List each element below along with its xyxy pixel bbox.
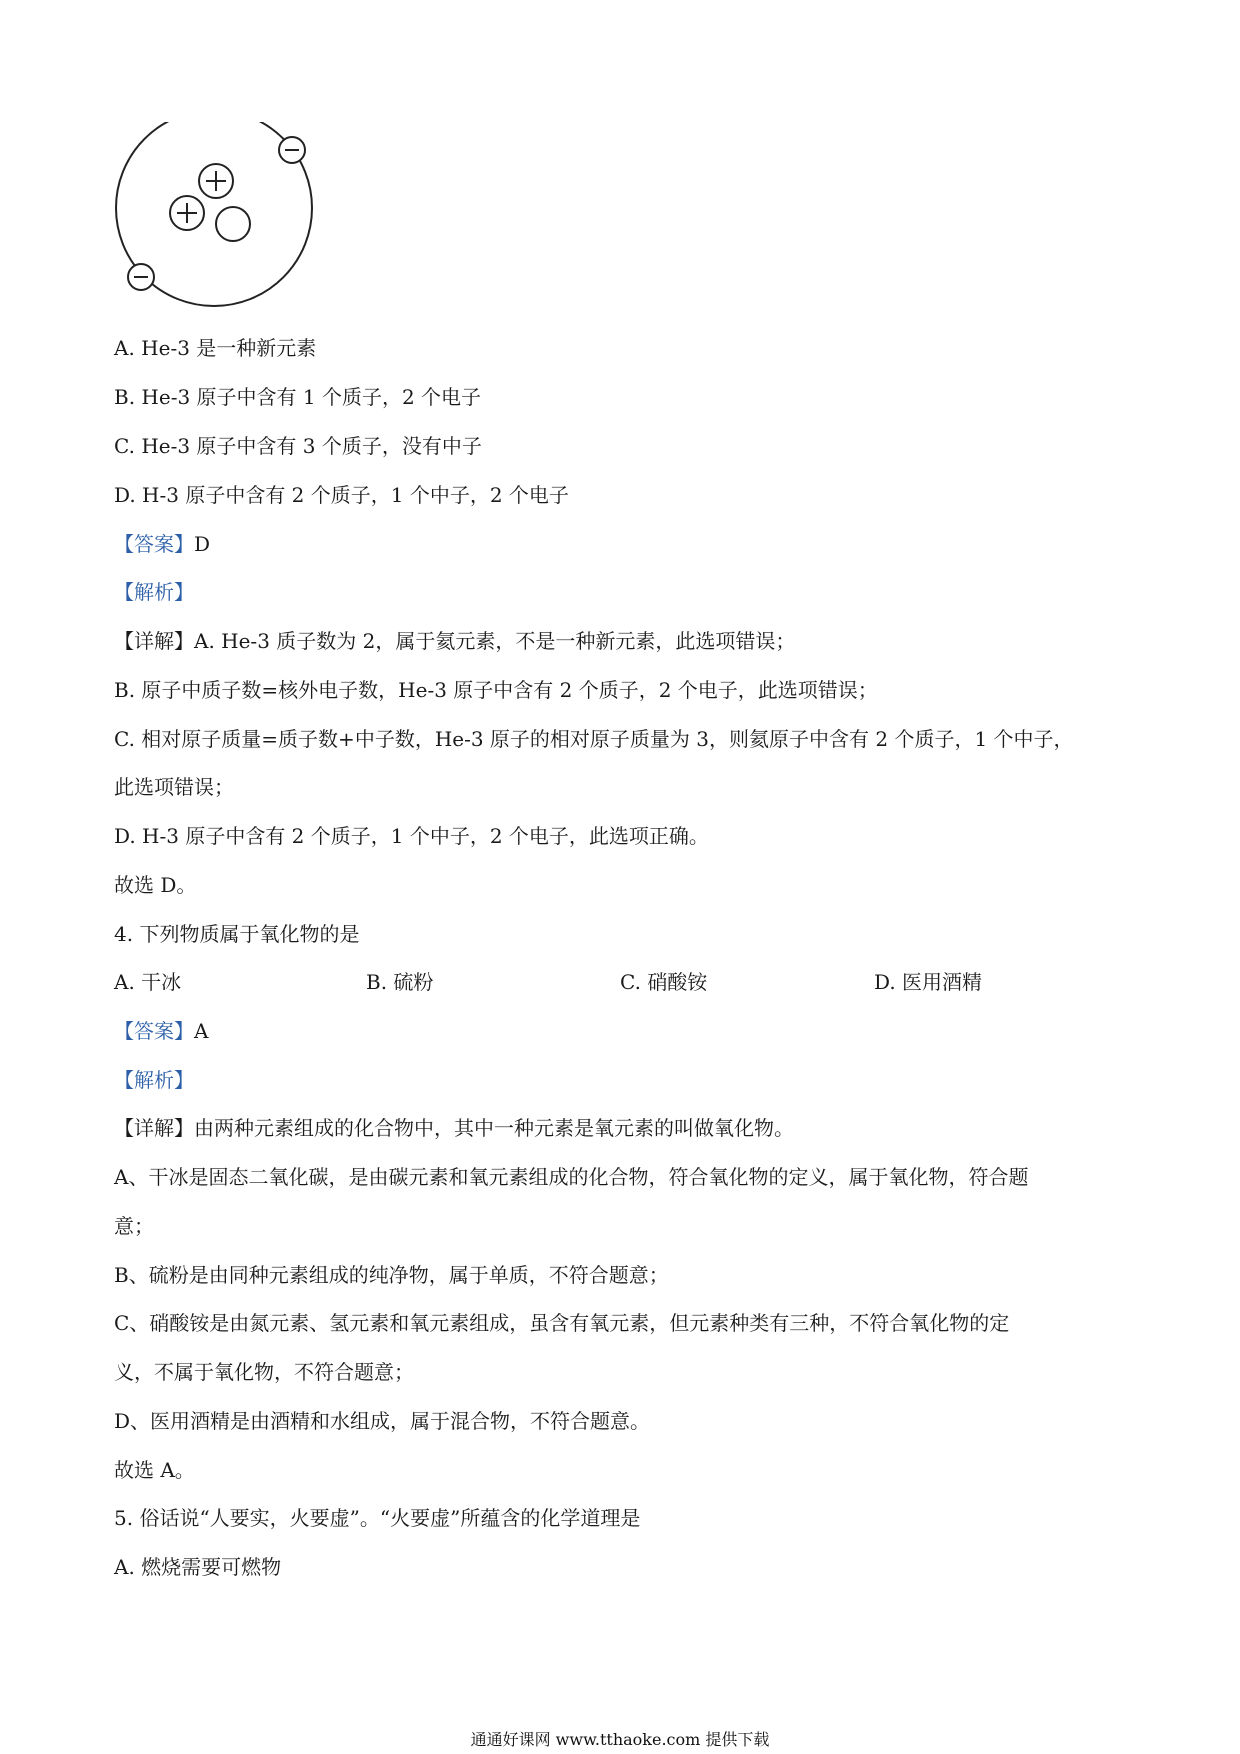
q4-answer: 【答案】A (114, 1019, 209, 1043)
q3-answer: 【答案】D (114, 532, 211, 556)
q3-option-c: C. He-3 原子中含有 3 个质子，没有中子 (114, 434, 482, 458)
q4-detail-line: D、医用酒精是由酒精和水组成，属于混合物，不符合题意。 (114, 1409, 651, 1433)
q3-detail-line: D. H-3 原子中含有 2 个质子，1 个中子，2 个电子，此选项正确。 (114, 824, 709, 848)
helium-3-atom-diagram (110, 122, 320, 322)
q3-analysis-tag: 【解析】 (114, 580, 194, 604)
q3-detail-line: C. 相对原子质量=质子数+中子数，He-3 原子的相对原子质量为 3，则氦原子中含有 2 个质子，1 个中子， (114, 727, 1074, 751)
q4-option-b: B. 硫粉 (366, 970, 434, 994)
q4-option-d: D. 医用酒精 (874, 970, 983, 994)
q5-option-a: A. 燃烧需要可燃物 (114, 1555, 282, 1579)
q4-stem: 4. 下列物质属于氧化物的是 (114, 922, 360, 946)
page-footer: 通通好课网 www.tthaoke.com 提供下载 (470, 1730, 770, 1749)
q4-detail-line: 【详解】由两种元素组成的化合物中，其中一种元素是氧元素的叫做氧化物。 (114, 1116, 794, 1140)
q3-option-a: A. He-3 是一种新元素 (114, 336, 317, 360)
q5-stem: 5. 俗话说“人要实，火要虚”。“火要虚”所蕴含的化学道理是 (114, 1506, 641, 1530)
proton-1 (199, 164, 233, 198)
electron-1 (279, 137, 305, 163)
q4-detail-line: 义，不属于氧化物，不符合题意； (114, 1360, 414, 1384)
q3-option-d: D. H-3 原子中含有 2 个质子，1 个中子，2 个电子 (114, 483, 569, 507)
neutron (216, 207, 250, 241)
q4-option-c: C. 硝酸铵 (620, 970, 708, 994)
q4-detail-line: C、硝酸铵是由氮元素、氢元素和氧元素组成，虽含有氧元素，但元素种类有三种，不符合氧化物的定 (114, 1311, 1010, 1335)
q4-analysis-tag: 【解析】 (114, 1068, 194, 1092)
q3-detail-line: B. 原子中质子数=核外电子数，He-3 原子中含有 2 个质子，2 个电子，此选项错误； (114, 678, 878, 702)
q3-detail-line: 此选项错误； (114, 775, 234, 799)
q3-detail-line: 【详解】A. He-3 质子数为 2，属于氦元素，不是一种新元素，此选项错误； (114, 629, 796, 653)
q3-conclusion: 故选 D。 (114, 873, 197, 897)
q4-detail-line: 意； (114, 1214, 154, 1238)
q3-option-b: B. He-3 原子中含有 1 个质子，2 个电子 (114, 385, 482, 409)
q4-detail-line: B、硫粉是由同种元素组成的纯净物，属于单质，不符合题意； (114, 1263, 669, 1287)
q4-detail-line: A、干冰是固态二氧化碳，是由碳元素和氧元素组成的化合物，符合氧化物的定义，属于氧化物，符合题 (114, 1165, 1029, 1189)
q4-conclusion: 故选 A。 (114, 1458, 195, 1482)
electron-2 (128, 264, 154, 290)
q4-option-a: A. 干冰 (114, 970, 182, 994)
proton-2 (170, 196, 204, 230)
